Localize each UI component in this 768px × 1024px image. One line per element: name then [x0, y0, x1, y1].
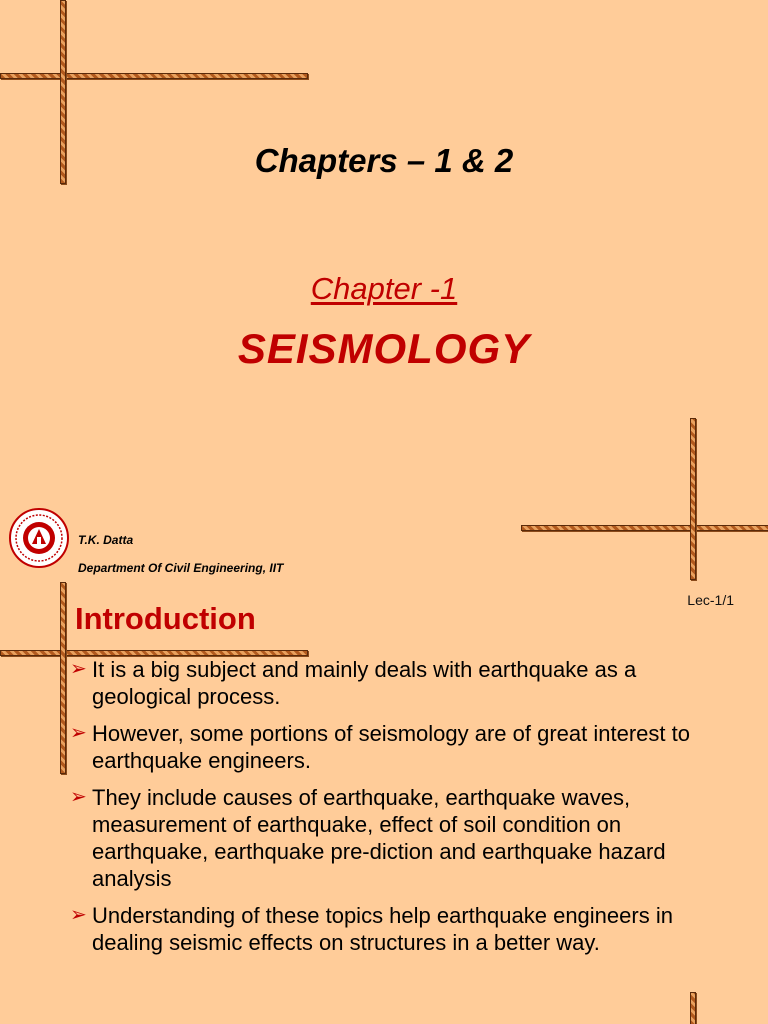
bullet-list: [70, 656, 720, 966]
arrow-bullet-icon: ➢: [70, 658, 87, 680]
chapter-title: SEISMOLOGY: [237, 325, 531, 372]
list-item: [70, 720, 720, 774]
list-item: [70, 784, 720, 892]
section-heading: Introduction: [75, 601, 256, 636]
decorative-bar-bottom-vertical: [60, 582, 66, 774]
decorative-bar-top-horizontal: [0, 73, 308, 79]
list-item: [70, 656, 720, 710]
content-slide: [0, 582, 768, 1024]
bullet-text: Understanding of these topics help earthquake engineers in dealing seismic effects on structures in a better way.: [92, 903, 673, 955]
arrow-bullet-icon: ➢: [70, 722, 87, 744]
decorative-bar-corner-vertical: [690, 992, 696, 1024]
lecture-reference: Lec-1/1: [687, 592, 734, 608]
list-item: [70, 902, 720, 956]
bullet-text: However, some portions of seismology are of great interest to earthquake engineers.: [92, 721, 690, 773]
department-name: Department Of Civil Engineering, IIT: [78, 561, 284, 575]
arrow-bullet-icon: ➢: [70, 904, 87, 926]
bullet-text: It is a big subject and mainly deals with earthquake as a geological process.: [92, 657, 637, 709]
bullet-text: They include causes of earthquake, earthquake waves, measurement of earthquake, effect of soil condition on earthquake, earthquake pre-diction and earthquake hazard analysis: [92, 785, 666, 891]
author-name: T.K. Datta: [78, 533, 134, 547]
page-title: Chapters – 1 & 2: [254, 142, 514, 179]
institute-logo-icon: [8, 507, 70, 569]
decorative-bar-mid-horizontal: [521, 525, 768, 531]
decorative-bar-mid-vertical: [690, 418, 696, 580]
chapter-label: Chapter -1: [310, 271, 458, 306]
arrow-bullet-icon: ➢: [70, 786, 87, 808]
